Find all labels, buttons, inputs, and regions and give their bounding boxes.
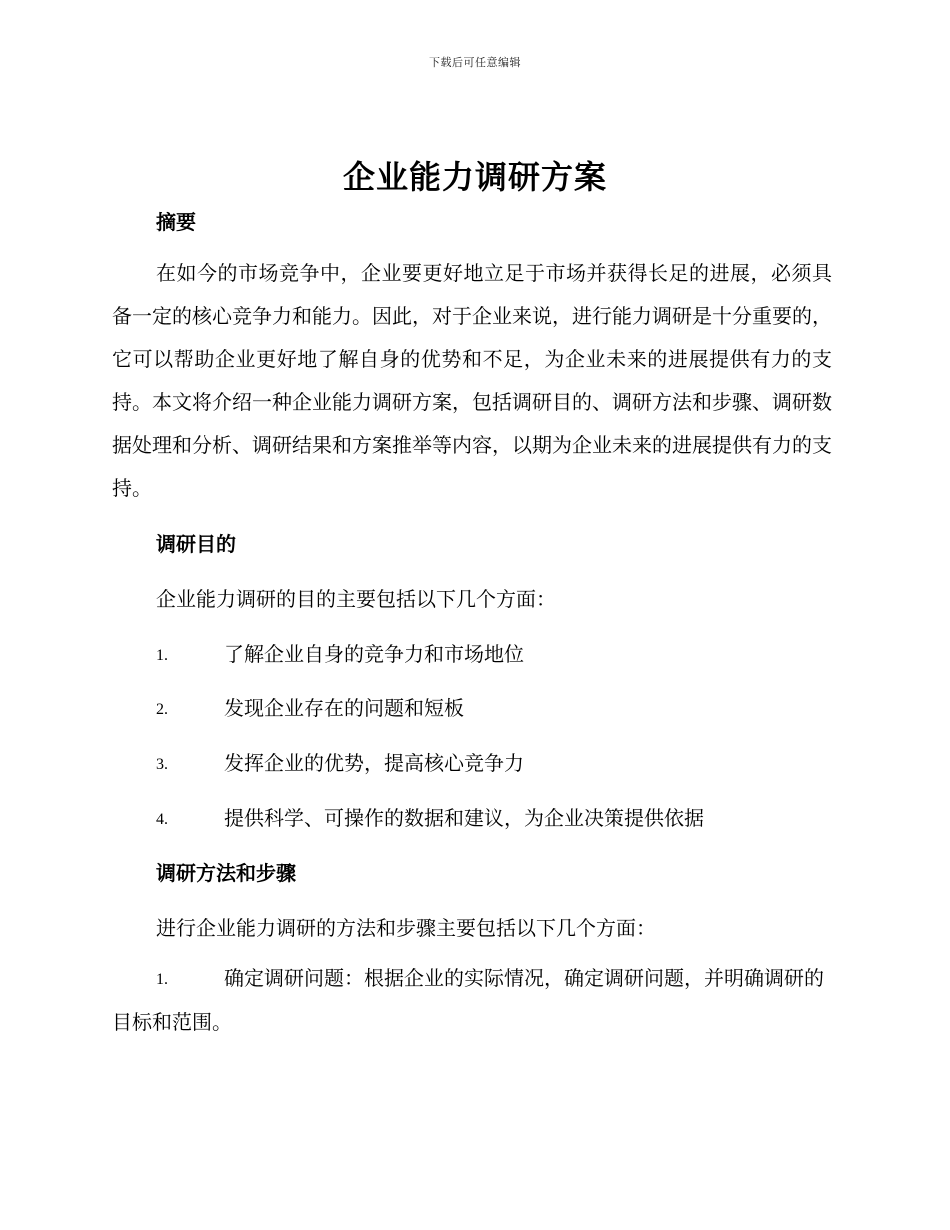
methods-list-item xyxy=(112,957,832,1044)
list-number: 1. xyxy=(156,971,168,988)
list-number: 1. xyxy=(156,647,168,664)
list-number: 2. xyxy=(156,701,168,718)
purpose-list-item xyxy=(156,638,524,667)
list-item-text: 确定调研问题：根据企业的实际情况，确定调研问题，并明确调研的目标和范围。 xyxy=(112,966,824,1034)
purpose-list-item xyxy=(156,802,704,831)
abstract-heading: 摘要 xyxy=(156,210,196,234)
methods-intro: 进行企业能力调研的方法和步骤主要包括以下几个方面： xyxy=(156,916,656,940)
list-number: 3. xyxy=(156,756,168,773)
list-item-text: 了解企业自身的竞争力和市场地位 xyxy=(224,642,524,666)
purpose-list-item xyxy=(156,747,524,776)
header-note: 下载后可任意编辑 xyxy=(429,56,521,69)
purpose-heading: 调研目的 xyxy=(156,532,236,556)
abstract-paragraph: 在如今的市场竞争中，企业要更好地立足于市场并获得长足的进展，必须具备一定的核心竞争力和能力。因此，对于企业来说，进行能力调研是十分重要的，它可以帮助企业更好地了解自身的优势和不足，为企业未来的进展提供有力的支持。本文将介绍一种企业能力调研方案，包括调研目的、调研方法和步骤、调研数据处理和分析、调研结果和方案推举等内容，以期为企业未来的进展提供有力的支持。 xyxy=(112,261,832,500)
document-title: 企业能力调研方案 xyxy=(342,158,607,196)
purpose-intro: 企业能力调研的目的主要包括以下几个方面： xyxy=(156,587,556,611)
list-item-text: 发现企业存在的问题和短板 xyxy=(224,696,464,720)
purpose-list-item xyxy=(156,692,464,721)
list-item-text: 发挥企业的优势，提高核心竞争力 xyxy=(224,751,524,775)
list-number: 4. xyxy=(156,811,168,828)
list-item-text: 提供科学、可操作的数据和建议，为企业决策提供依据 xyxy=(224,806,704,830)
methods-heading: 调研方法和步骤 xyxy=(156,861,296,885)
